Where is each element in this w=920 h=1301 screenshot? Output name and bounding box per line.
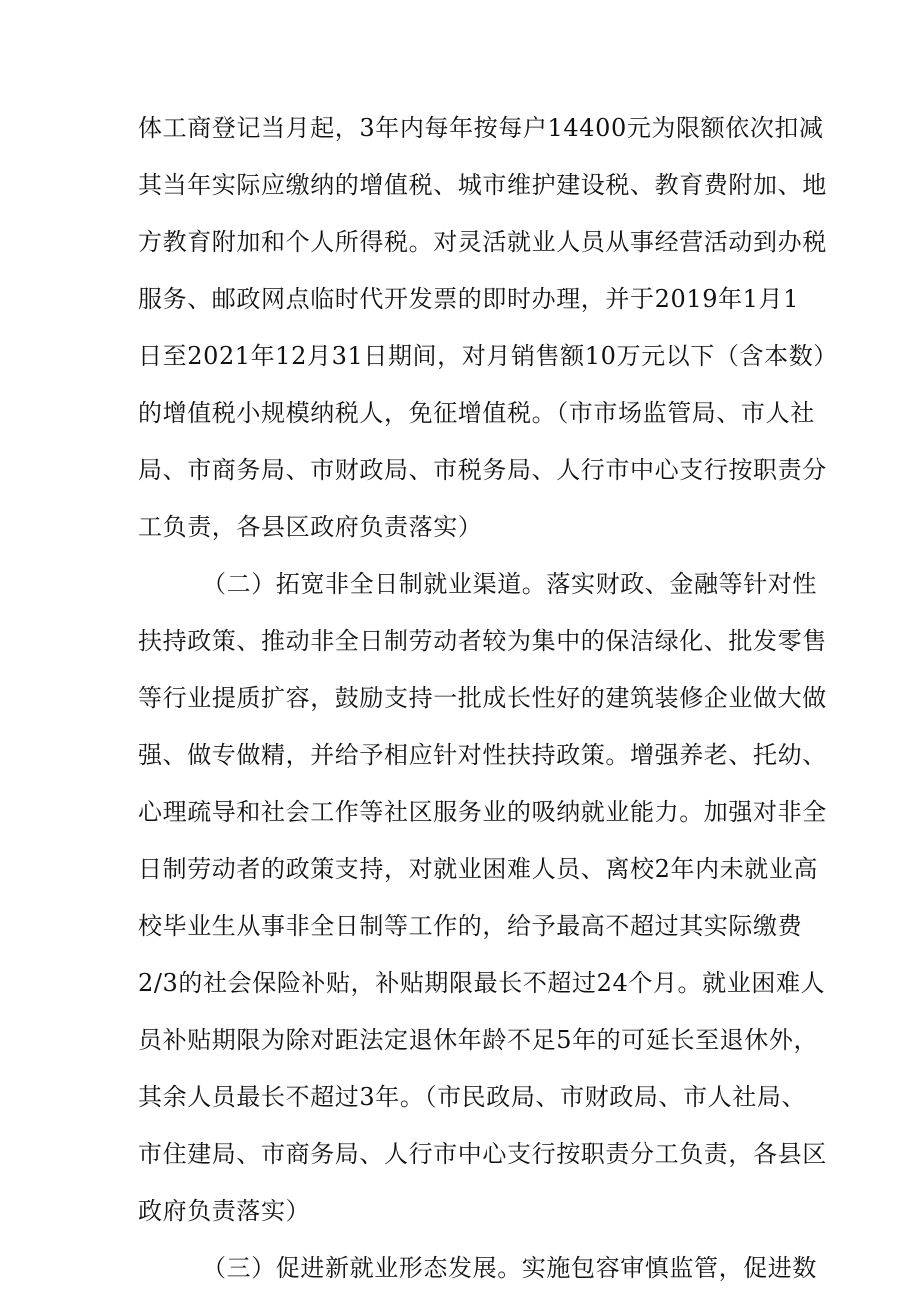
text-line: 员补贴期限为除对距法定退休年龄不足5年的可延长至退休外，: [138, 1026, 819, 1054]
text-line: 市住建局、市商务局、人行市中心支行按职责分工负责，各县区: [138, 1140, 827, 1168]
section-heading-line: （三）促进新就业形态发展。实施包容审慎监管，促进数: [202, 1254, 817, 1282]
text-line: 日至2021年12月31日期间，对月销售额10万元以下（含本数）: [138, 342, 838, 370]
text-line: 局、市商务局、市财政局、市税务局、人行市中心支行按职责分: [138, 456, 827, 484]
text-line: 方教育附加和个人所得税。对灵活就业人员从事经营活动到办税: [138, 228, 827, 256]
section-heading-line: （二）拓宽非全日制就业渠道。落实财政、金融等针对性: [202, 570, 817, 598]
text-line: 服务、邮政网点临时代开发票的即时办理，并于2019年1月1: [138, 285, 800, 313]
text-line: 日制劳动者的政策支持，对就业困难人员、离校2年内未就业高: [138, 855, 819, 883]
text-line: 体工商登记当月起，3年内每年按每户14400元为限额依次扣减: [138, 114, 824, 142]
text-line: 校毕业生从事非全日制等工作的，给予最高不超过其实际缴费: [138, 912, 803, 940]
text-line: 工负责，各县区政府负责落实）: [138, 513, 483, 541]
text-line: 2/3的社会保险补贴，补贴期限最长不超过24个月。就业困难人: [138, 969, 826, 997]
text-line: 心理疏导和社会工作等社区服务业的吸纳就业能力。加强对非全: [138, 798, 827, 826]
text-line: 强、做专做精，并给予相应针对性扶持政策。增强养老、托幼、: [138, 741, 827, 769]
text-line: 的增值税小规模纳税人，免征增值税。（市市场监管局、市人社: [138, 399, 815, 427]
text-line: 政府负责落实）: [138, 1197, 311, 1225]
text-line: 其余人员最长不超过3年。（市民政局、市财政局、市人社局、: [138, 1083, 807, 1111]
text-line: 扶持政策、推动非全日制劳动者较为集中的保洁绿化、批发零售: [138, 627, 827, 655]
text-line: 等行业提质扩容，鼓励支持一批成长性好的建筑装修企业做大做: [138, 684, 827, 712]
text-line: 其当年实际应缴纳的增值税、城市维护建设税、教育费附加、地: [138, 171, 827, 199]
